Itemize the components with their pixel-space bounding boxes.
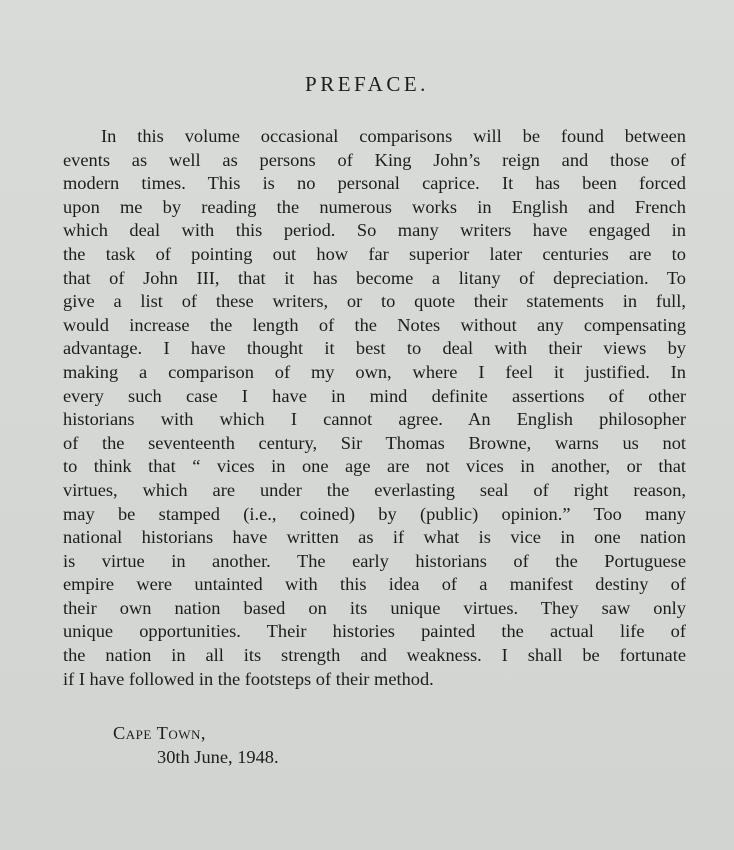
signoff — [113, 721, 279, 769]
text-line: historians with which I cannot agree. An English philosopher — [63, 409, 686, 430]
text-line: national historians have written as if what is vice in one nation — [63, 527, 686, 548]
text-line: upon me by reading the numerous works in English and French — [63, 196, 686, 217]
text-line: their own nation based on its unique virtues. They saw only — [63, 597, 686, 618]
text-line: if I have followed in the footsteps of their method. — [63, 668, 434, 689]
text-line: empire were untainted with this idea of a manifest destiny of — [63, 574, 686, 595]
page-title: PREFACE. — [305, 72, 429, 96]
text-line: In this volume occasional comparisons will be found between — [101, 126, 686, 146]
text-line: to think that “ vices in one age are not vices in another, or that — [63, 456, 686, 477]
text-line: may be stamped (i.e., coined) by (public) opinion.” Too many — [63, 503, 686, 524]
text-line: the task of pointing out how far superior later centuries are to — [63, 243, 686, 264]
text-line: give a list of these writers, or to quote their statements in full, — [63, 291, 686, 312]
text-line: events as well as persons of King John’s reign and those of — [63, 149, 686, 170]
text-line: every such case I have in mind definite assertions of other — [63, 385, 686, 406]
text-line: would increase the length of the Notes without any compensating — [63, 314, 686, 335]
preface-body — [63, 125, 686, 691]
text-line: which deal with this period. So many writers have engaged in — [63, 220, 686, 241]
text-line: modern times. This is no personal caprice. It has been forced — [63, 173, 686, 194]
text-line: is virtue in another. The early historians of the Portuguese — [63, 550, 686, 571]
signoff-place: Cape Town, — [113, 723, 206, 743]
text-line: advantage. I have thought it best to deal with their views by — [63, 338, 686, 359]
text-line: unique opportunities. Their histories painted the actual life of — [63, 621, 686, 642]
text-line: making a comparison of my own, where I feel it justified. In — [63, 361, 686, 382]
text-line: the nation in all its strength and weakness. I shall be fortunate — [63, 645, 686, 666]
text-line: that of John III, that it has become a litany of depreciation. To — [63, 267, 686, 288]
text-line: virtues, which are under the everlasting seal of right reason, — [63, 479, 686, 500]
signoff-date: 30th June, 1948. — [157, 747, 279, 767]
text-line: of the seventeenth century, Sir Thomas Browne, warns us not — [63, 432, 686, 453]
